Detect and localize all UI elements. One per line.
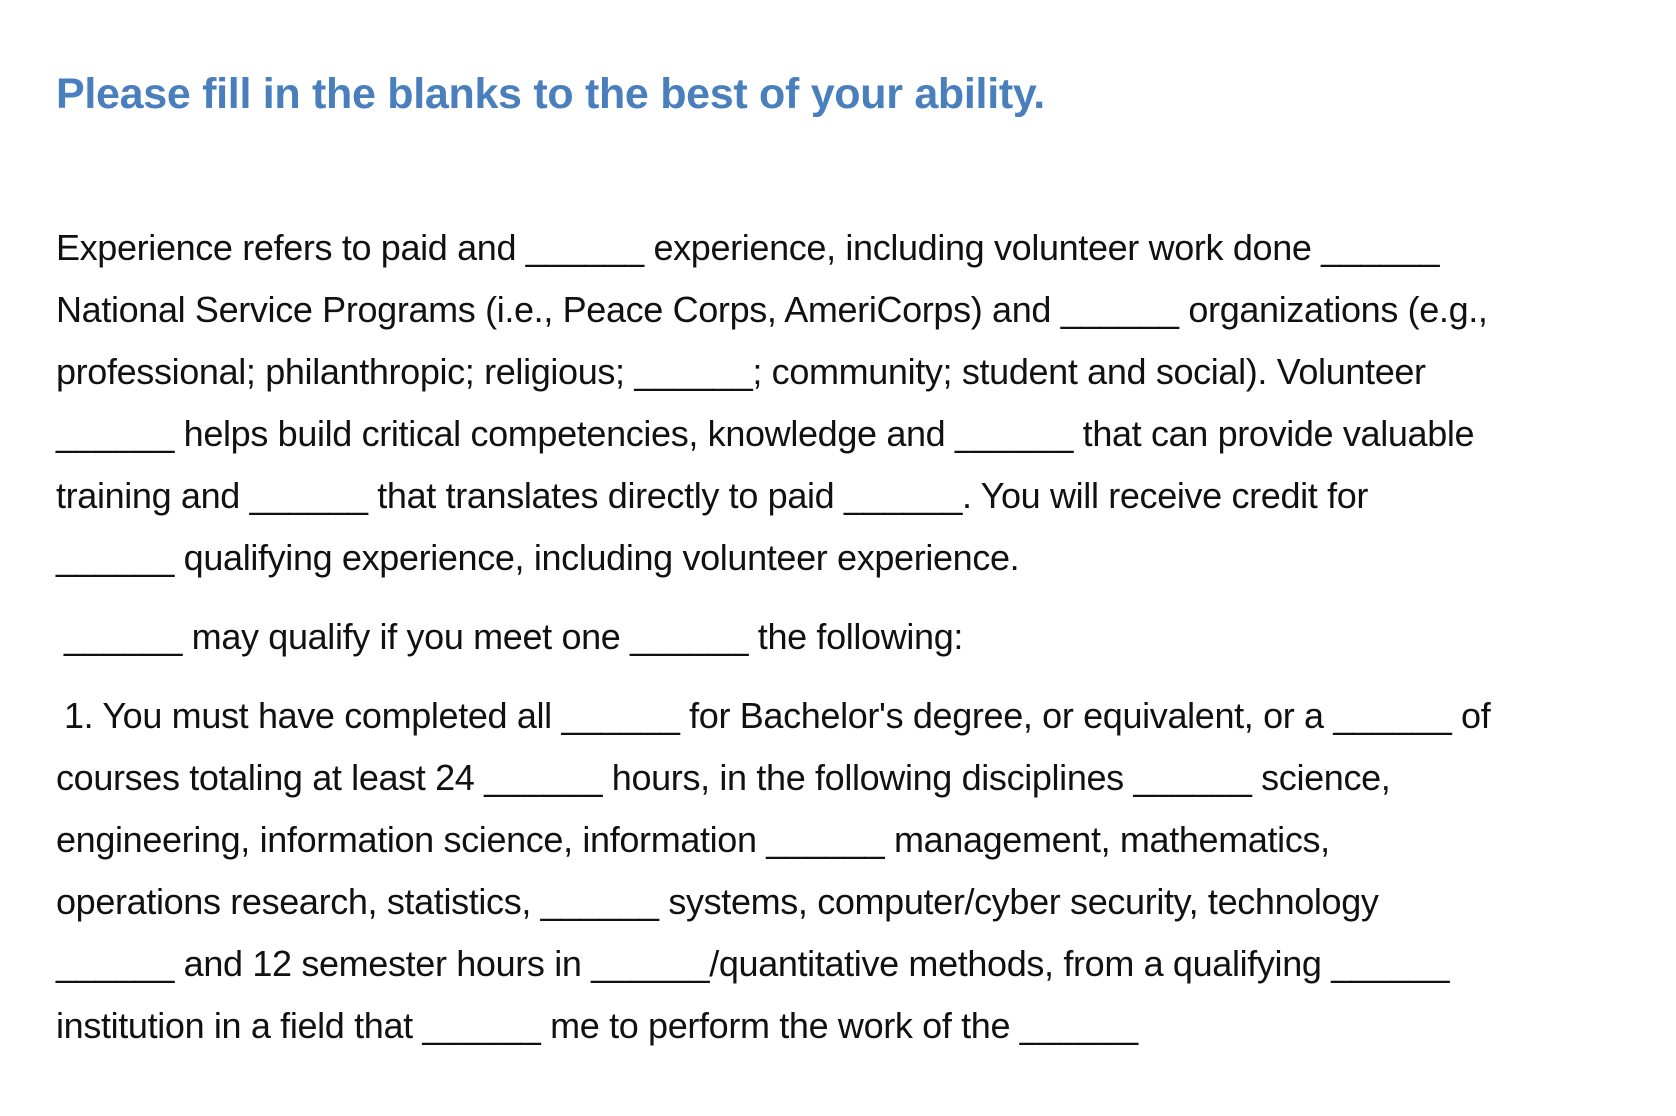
list-item-line: 1. You must have completed all ______ for Bachelor's degree, or equivalent, or a ______ of xyxy=(64,695,1491,736)
list-item-line: institution in a field that ______ me to perform the work of the ______ xyxy=(56,1005,1138,1046)
list-item-line: courses totaling at least 24 ______ hours, in the following disciplines ______ science, xyxy=(56,757,1391,798)
paragraph-qualify: ______ may qualify if you meet one ______ the following: xyxy=(64,616,964,657)
paragraph-line: ______ qualifying experience, including volunteer experience. xyxy=(56,537,1020,578)
list-item-line: engineering, information science, information ______ management, mathematics, xyxy=(56,819,1330,860)
list-item-line: operations research, statistics, ______ systems, computer/cyber security, technology xyxy=(56,881,1379,922)
page-title: Please fill in the blanks to the best of your ability. xyxy=(56,70,1045,118)
paragraph-line: Experience refers to paid and ______ experience, including volunteer work done ______ xyxy=(56,227,1440,268)
paragraph-line: National Service Programs (i.e., Peace Corps, AmeriCorps) and ______ organizations (e.g., xyxy=(56,289,1488,330)
list-item-line: ______ and 12 semester hours in ______/quantitative methods, from a qualifying ______ xyxy=(56,943,1450,984)
paragraph-line: professional; philanthropic; religious; ______; community; student and social). Volunteer xyxy=(56,351,1426,392)
paragraph-line: ______ helps build critical competencies, knowledge and ______ that can provide valuable xyxy=(56,413,1475,454)
paragraph-line: training and ______ that translates directly to paid ______. You will receive credit for xyxy=(56,475,1369,516)
